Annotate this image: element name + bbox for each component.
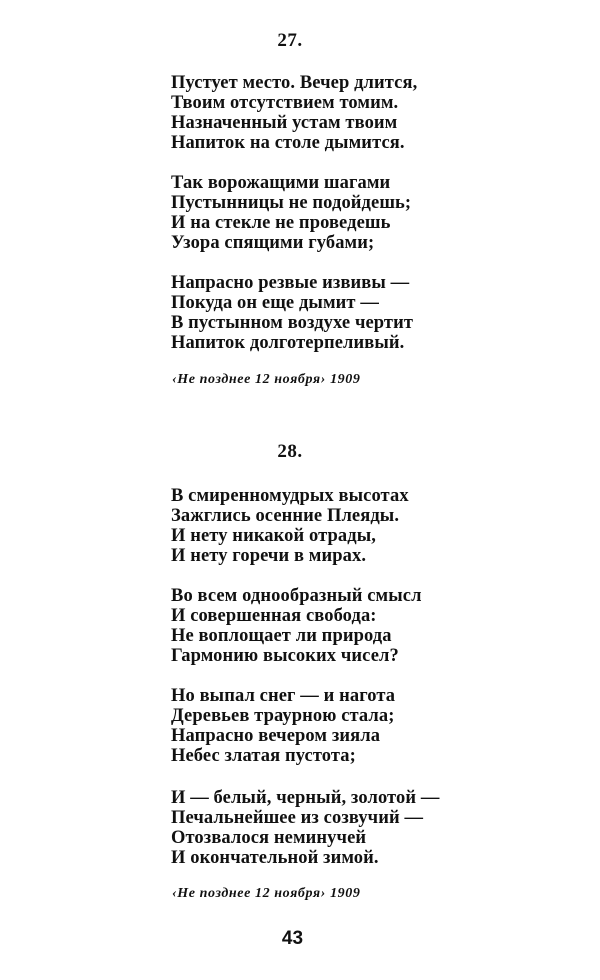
stanza	[171, 686, 395, 766]
verse-line: Так ворожащими шагами	[171, 173, 391, 193]
verse-line: Напиток долготерпеливый.	[171, 333, 405, 353]
verse-line: И — белый, черный, золотой —	[171, 788, 440, 808]
verse-line: Но выпал снег — и нагота	[171, 686, 396, 706]
poem-number: 27.	[277, 30, 303, 51]
verse-line: И совершенная свобода:	[171, 606, 377, 626]
verse-line: Пустует место. Вечер длится,	[171, 73, 418, 93]
stanza	[171, 273, 413, 353]
stanza	[171, 586, 422, 666]
verse-line: Напрасно вечером зияла	[171, 726, 381, 746]
verse-line: Гармонию высоких чисел?	[171, 646, 399, 666]
verse-line: И на стекле не проведешь	[171, 213, 391, 233]
verse-line: Зажглись осенние Плеяды.	[171, 506, 400, 526]
verse-line: И нету горечи в мирах.	[171, 546, 367, 566]
verse-line: Пустынницы не подойдешь;	[171, 193, 412, 213]
verse-line: Отозвалося неминучей	[171, 828, 367, 848]
poem-number: 28.	[277, 441, 303, 462]
verse-line: Назначенный устам твоим	[171, 113, 398, 133]
verse-line: В смиренномудрых высотах	[171, 486, 409, 506]
page-number: 43	[281, 928, 304, 949]
verse-line: Не воплощает ли природа	[171, 626, 392, 646]
verse-line: Печальнейшее из созвучий —	[171, 808, 424, 828]
poem-date: ‹Не позднее 12 ноября› 1909	[172, 372, 361, 387]
verse-line: Напиток на столе дымится.	[171, 133, 405, 153]
verse-line: Во всем однообразный смысл	[171, 586, 422, 606]
verse-line: Напрасно резвые извивы —	[171, 273, 410, 293]
verse-line: Узора спящими губами;	[171, 233, 375, 253]
verse-line: Небес златая пустота;	[171, 746, 356, 766]
verse-line: В пустынном воздухе чертит	[171, 313, 414, 333]
stanza	[171, 486, 409, 566]
verse-line: И окончательной зимой.	[171, 848, 379, 868]
stanza	[171, 73, 417, 153]
verse-line: Деревьев траурною стала;	[171, 706, 395, 726]
poem-date: ‹Не позднее 12 ноября› 1909	[172, 886, 361, 901]
stanza	[171, 788, 439, 868]
verse-line: Покуда он еще дымит —	[171, 293, 379, 313]
verse-line: Твоим отсутствием томим.	[171, 93, 399, 113]
verse-line: И нету никакой отрады,	[171, 526, 376, 546]
stanza	[171, 173, 411, 253]
